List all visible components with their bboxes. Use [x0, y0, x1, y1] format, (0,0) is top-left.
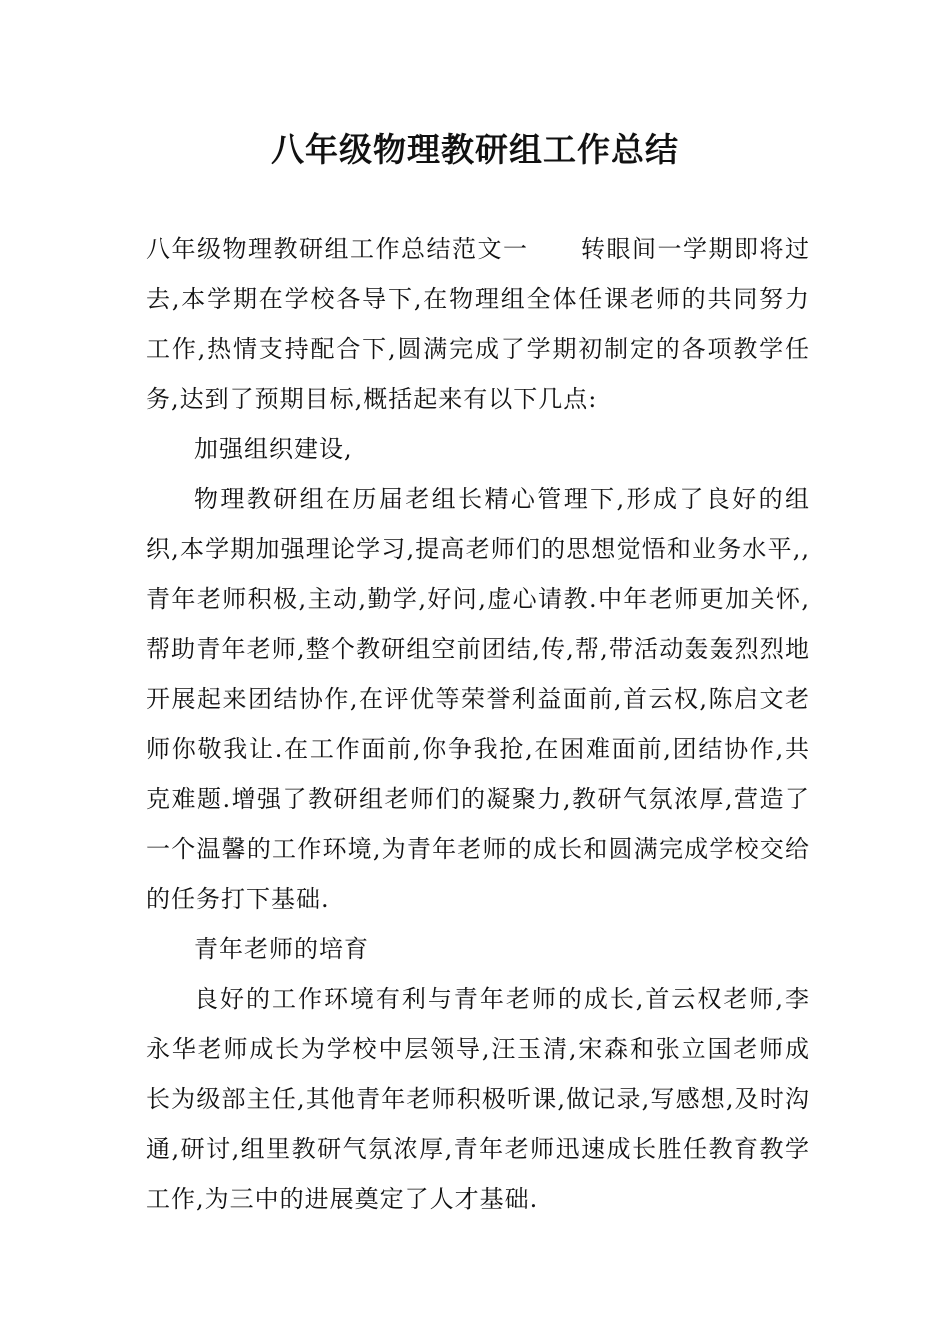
- section2-paragraph: 良好的工作环境有利与青年老师的成长,首云权老师,李永华老师成长为学校中层领导,汪玉清,宋森和张立国老师成长为级部主任,其他青年老师积极听课,做记录,写感想,及时沟通,研讨,组里教研气氛浓厚,青年老师迅速成长胜任教育教学工作,为三中的进展奠定了人才基础.: [146, 985, 810, 1213]
- section1-heading: 加强组织建设,: [194, 435, 353, 463]
- document-title: 八年级物理教研组工作总结: [271, 130, 679, 169]
- intro-label: 八年级物理教研组工作总结范文一: [146, 235, 529, 263]
- intro-paragraph: [146, 224, 810, 424]
- section2-heading: 青年老师的培育: [194, 935, 369, 963]
- intro-text: 转眼间一学期即将过去,本学期在学校各导下,在物理组全体任课老师的共同努力工作,热情支持配合下,圆满完成了学期初制定的各项教学任务,达到了预期目标,概括起来有以下几点:: [146, 235, 810, 413]
- section1-paragraph: 物理教研组在历届老组长精心管理下,形成了良好的组织,本学期加强理论学习,提高老师们的思想觉悟和业务水平,,青年老师积极,主动,勤学,好问,虚心请教.中年老师更加关怀,帮助青年老师,整个教研组空前团结,传,帮,带活动轰轰烈烈地开展起来团结协作,在评优等荣誉利益面前,首云权,陈启文老师你敬我让.在工作面前,你争我抢,在困难面前,团结协作,共克难题.增强了教研组老师们的凝聚力,教研气氛浓厚,营造了一个温馨的工作环境,为青年老师的成长和圆满完成学校交给的任务打下基础.: [146, 485, 810, 913]
- document-body: [146, 224, 810, 1224]
